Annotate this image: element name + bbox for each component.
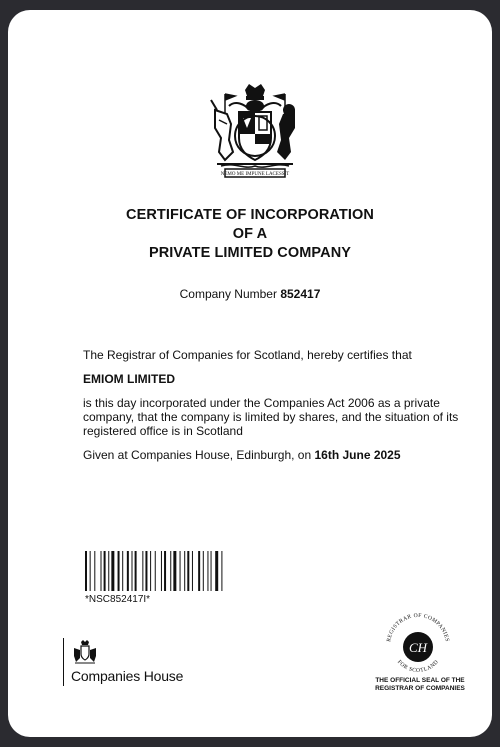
barcode-bar <box>101 551 102 591</box>
seal-caption-line-2: REGISTRAR OF COMPANIES <box>375 684 465 692</box>
royal-crest-icon <box>72 640 98 664</box>
barcode-bar <box>85 551 87 591</box>
barcode-text: *NSC852417I* <box>85 594 151 605</box>
barcode-bar <box>192 551 193 591</box>
barcode-bar <box>203 551 204 591</box>
title-line-2: OF A <box>232 226 268 242</box>
registrar-statement: The Registrar of Companies for Scotland, hereby certifies that <box>83 348 412 362</box>
barcode-bar <box>221 551 222 591</box>
barcode-bar <box>118 551 120 591</box>
companies-house-logo <box>63 638 223 688</box>
barcode-bar <box>150 551 151 591</box>
barcode-bar <box>207 551 208 591</box>
seal-ring-top: REGISTRAR OF COMPANIES <box>386 612 450 643</box>
barcode-bar <box>104 551 106 591</box>
barcode-bar <box>187 551 189 591</box>
barcode-bar <box>108 551 109 591</box>
company-name: EMIOM LIMITED <box>83 372 175 386</box>
barcode-bar <box>135 551 137 591</box>
incorporation-statement: is this day incorporated under the Companies Act 2006 as a private company, that the company is limited by shares, and the situation of its registered office is in Scotland <box>83 396 459 438</box>
given-date: 16th June 2025 <box>314 448 401 462</box>
barcode-bar <box>164 551 166 591</box>
barcode-bar <box>132 551 133 591</box>
certificate-title <box>8 206 492 263</box>
barcode-bar <box>122 551 123 591</box>
coat-of-arms-motto: NEMO ME IMPUNE LACESSIT <box>220 172 290 177</box>
certificate-body <box>83 348 468 462</box>
barcode-bar <box>184 551 185 591</box>
title-line-3: PRIVATE LIMITED COMPANY <box>148 245 352 261</box>
logo-divider <box>63 638 64 686</box>
barcode-bar <box>180 551 181 591</box>
barcode-bar <box>127 551 129 591</box>
given-at-text: Given at Companies House, Edinburgh, on <box>83 448 312 462</box>
company-number-label: Company Number <box>179 287 277 301</box>
barcode-bar <box>170 551 171 591</box>
barcode-icon <box>85 551 275 591</box>
barcode-bar <box>94 551 95 591</box>
barcode-bar <box>161 551 162 591</box>
certificate-card <box>8 10 492 737</box>
company-number-line <box>8 287 492 301</box>
barcode-bar <box>198 551 200 591</box>
given-at-line <box>83 448 468 462</box>
royal-coat-of-arms-icon <box>205 80 305 180</box>
seal-caption <box>368 677 472 692</box>
title-line-1: CERTIFICATE OF INCORPORATION <box>126 207 374 223</box>
barcode-bar <box>111 551 114 591</box>
company-number-value: 852417 <box>280 287 321 301</box>
barcode-bar <box>145 551 147 591</box>
seal-ring-bottom: FOR SCOTLAND <box>395 659 441 674</box>
barcode-bar <box>173 551 176 591</box>
official-seal-icon <box>373 607 463 687</box>
barcode-bar <box>90 551 91 591</box>
barcode-bar <box>142 551 143 591</box>
seal-monogram: CH <box>408 640 428 655</box>
seal-caption-line-1: THE OFFICIAL SEAL OF THE <box>375 677 465 684</box>
barcode-bar <box>211 551 212 591</box>
barcode-bar <box>155 551 156 591</box>
brand-name: Companies House <box>71 668 184 684</box>
barcode-bar <box>215 551 218 591</box>
